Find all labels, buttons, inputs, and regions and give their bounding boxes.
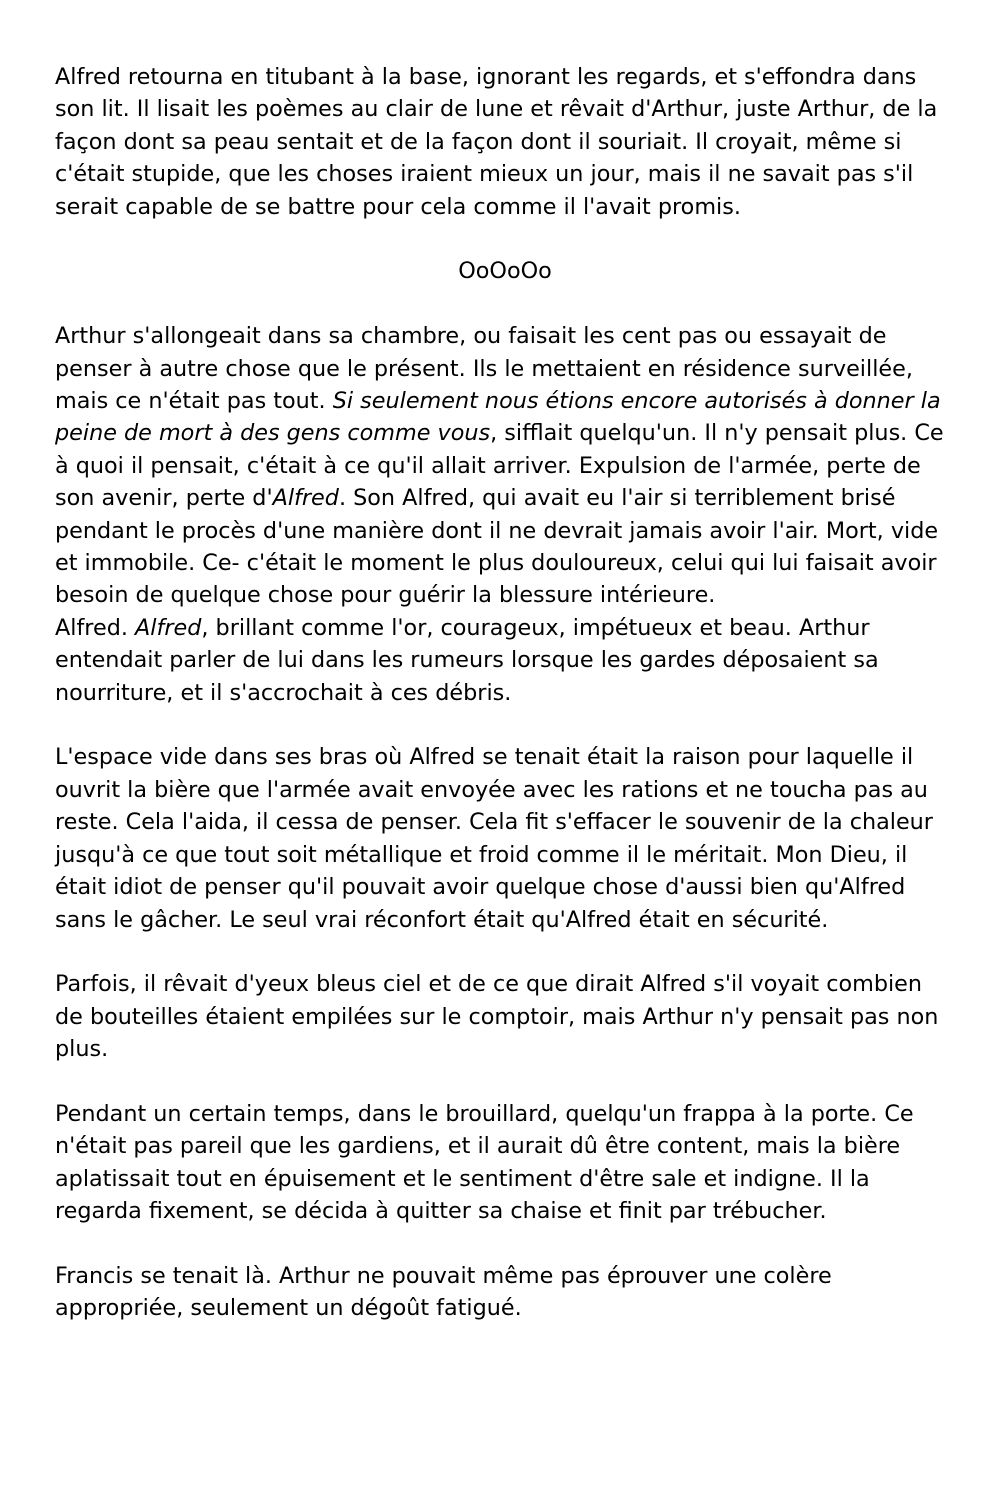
paragraph-5: Parfois, il rêvait d'yeux bleus ciel et de ce que dirait Alfred s'il voyait combien de bouteilles étaient empilées sur le comptoir, mais Arthur n'y pensait pas non plus.: [55, 971, 939, 1063]
paragraph-3-text-c: , brillant comme l'or, courageux, impétueux et beau. Arthur entendait parler de lui dans les rumeurs lorsque les gardes déposaient sa nourriture, et il s'accrochait à ces débris.: [55, 614, 879, 706]
paragraph-3-italic-name: Alfred: [135, 614, 202, 641]
paragraph-2-text-e: . Son Alfred, qui avait eu l'air si terriblement brisé pendant le procès d'une manière dont il ne devrait jamais avoir l'air. Mort, vide et immobile. Ce- c'était le moment le plus douloureux, celui qui lui faisait avoir besoin de quelque chose pour guérir la blessure intérieure.: [55, 485, 939, 609]
paragraph-7: Francis se tenait là. Arthur ne pouvait même pas éprouver une colère appropriée, seulement un dégoût fatigué.: [55, 1262, 832, 1322]
paragraph-4: L'espace vide dans ses bras où Alfred se tenait était la raison pour laquelle il ouvrit la bière que l'armée avait envoyée avec les rations et ne toucha pas au reste. Cela l'aida, il cessa de penser. Cela fit s'effacer le souvenir de la chaleur jusqu'à ce que tout soit métallique et froid comme il le méritait. Mon Dieu, il était idiot de penser qu'il pouvait avoir quelque chose d'aussi bien qu'Alfred sans le gâcher. Le seul vrai réconfort était qu'Alfred était en sécurité.: [55, 744, 933, 933]
paragraph-3-text-a: Alfred.: [55, 614, 136, 641]
paragraph-1: Alfred retourna en titubant à la base, ignorant les regards, et s'effondra dans son lit. Il lisait les poèmes au clair de lune et rêvait d'Arthur, juste Arthur, de la façon dont sa peau sentait et de la façon dont il souriait. Il croyait, même si c'était stupide, que les choses iraient mieux un jour, mais il ne savait pas s'il serait capable de se battre pour cela comme il l'avait promis.: [55, 64, 938, 220]
scene-separator: OoOoOo: [458, 258, 552, 285]
paragraph-3: [55, 612, 955, 709]
paragraph-2-text-c: , sifflait quelqu'un. Il n'y pensait plus. Ce à quoi il pensait, c'était à ce qu'il allait arriver. Expulsion de l'armée, perte de son avenir, perte d': [55, 420, 944, 512]
document-page: [55, 61, 955, 1325]
paragraph-2-italic-name: Alfred: [272, 485, 339, 512]
paragraph-2: [55, 320, 955, 612]
paragraph-2-text-a: Arthur s'allongeait dans sa chambre, ou faisait les cent pas ou essayait de penser à autre chose que le présent. Ils le mettaient en résidence surveillée, mais ce n'était pas tout.: [55, 323, 913, 415]
paragraph-6: Pendant un certain temps, dans le brouillard, quelqu'un frappa à la porte. Ce n'était pas pareil que les gardiens, et il aurait dû être content, mais la bière aplatissait tout en épuisement et le sentiment d'être sale et indigne. Il la regarda fixement, se décida à quitter sa chaise et finit par trébucher.: [55, 1100, 914, 1225]
paragraph-2-italic-quote: Si seulement nous étions encore autorisés à donner la peine de mort à des gens comme vous: [55, 388, 941, 447]
